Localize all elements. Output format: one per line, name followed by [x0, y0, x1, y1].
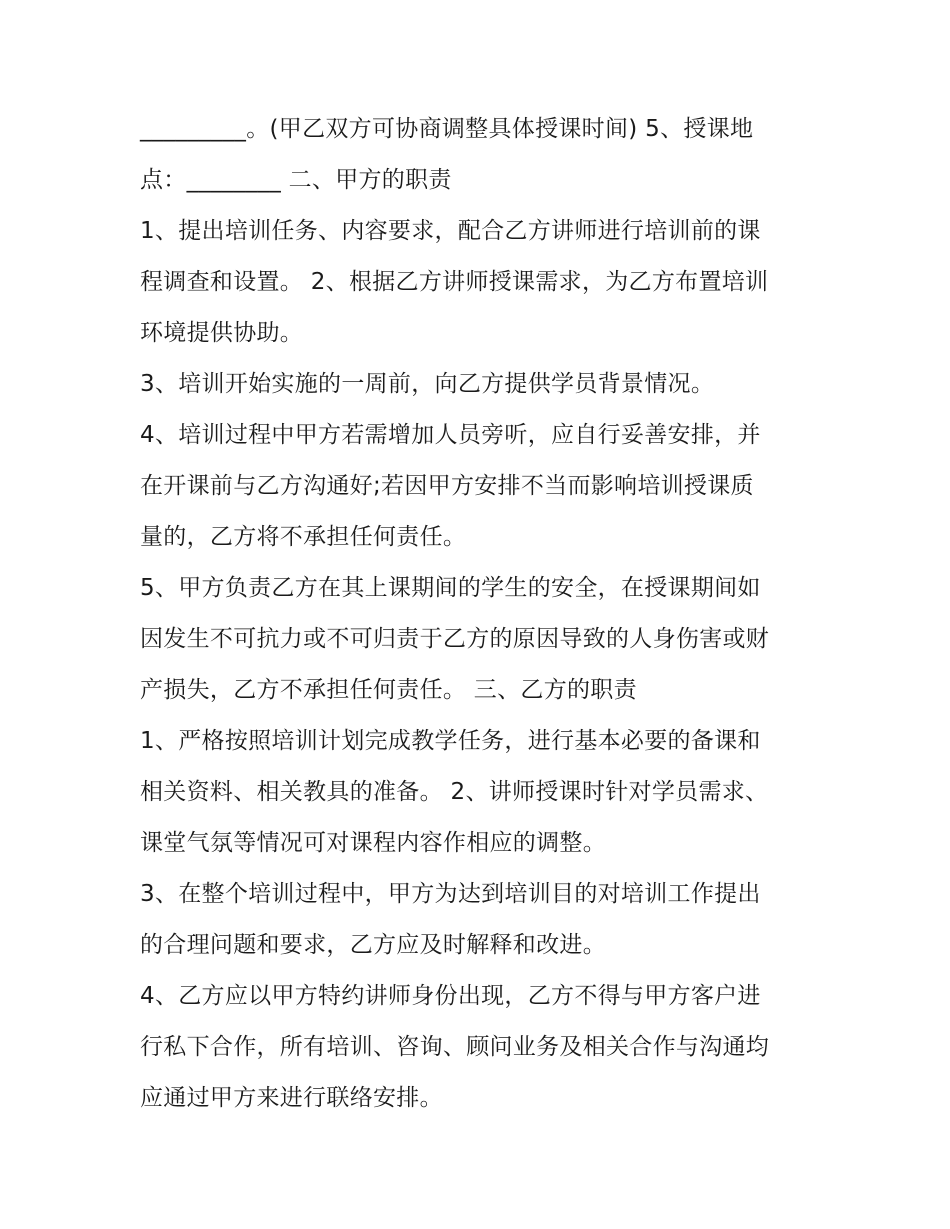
text-line: 3、培训开始实施的一周前，向乙方提供学员背景情况。	[140, 371, 715, 397]
text-line: 行私下合作，所有培训、咨询、顾问业务及相关合作与沟通均	[140, 1034, 770, 1060]
text-line: 5、甲方负责乙方在其上课期间的学生的安全，在授课期间如	[140, 575, 761, 601]
text-line: 1、提出培训任务、内容要求，配合乙方讲师进行培训前的课	[140, 218, 761, 244]
text-line: 产损失，乙方不承担任何责任。 三、乙方的职责	[140, 677, 637, 703]
text-line: 环境提供协助。	[140, 320, 304, 346]
text-line: 3、在整个培训过程中，甲方为达到培训目的对培训工作提出	[140, 881, 761, 907]
text-line: _________。(甲乙双方可协商调整具体授课时间) 5、授课地	[140, 116, 754, 142]
document-body	[140, 104, 820, 1124]
text-line: 因发生不可抗力或不可归责于乙方的原因导致的人身伤害或财	[140, 626, 770, 652]
text-line: 4、培训过程中甲方若需增加人员旁听，应自行妥善安排，并	[140, 422, 761, 448]
text-line: 的合理问题和要求，乙方应及时解释和改进。	[140, 932, 606, 958]
text-line: 量的，乙方将不承担任何责任。	[140, 524, 467, 550]
text-line: 1、严格按照培训计划完成教学任务，进行基本必要的备课和	[140, 728, 761, 754]
text-line: 相关资料、相关教具的准备。 2、讲师授课时针对学员需求、	[140, 779, 769, 805]
text-line: 点：________ 二、甲方的职责	[140, 167, 452, 193]
text-line: 4、乙方应以甲方特约讲师身份出现，乙方不得与甲方客户进	[140, 983, 761, 1009]
text-line: 应通过甲方来进行联络安排。	[140, 1085, 443, 1111]
text-line: 程调查和设置。 2、根据乙方讲师授课需求，为乙方布置培训	[140, 269, 769, 295]
text-line: 课堂气氛等情况可对课程内容作相应的调整。	[140, 830, 606, 856]
text-line: 在开课前与乙方沟通好;若因甲方安排不当而影响培训授课质	[140, 473, 754, 499]
